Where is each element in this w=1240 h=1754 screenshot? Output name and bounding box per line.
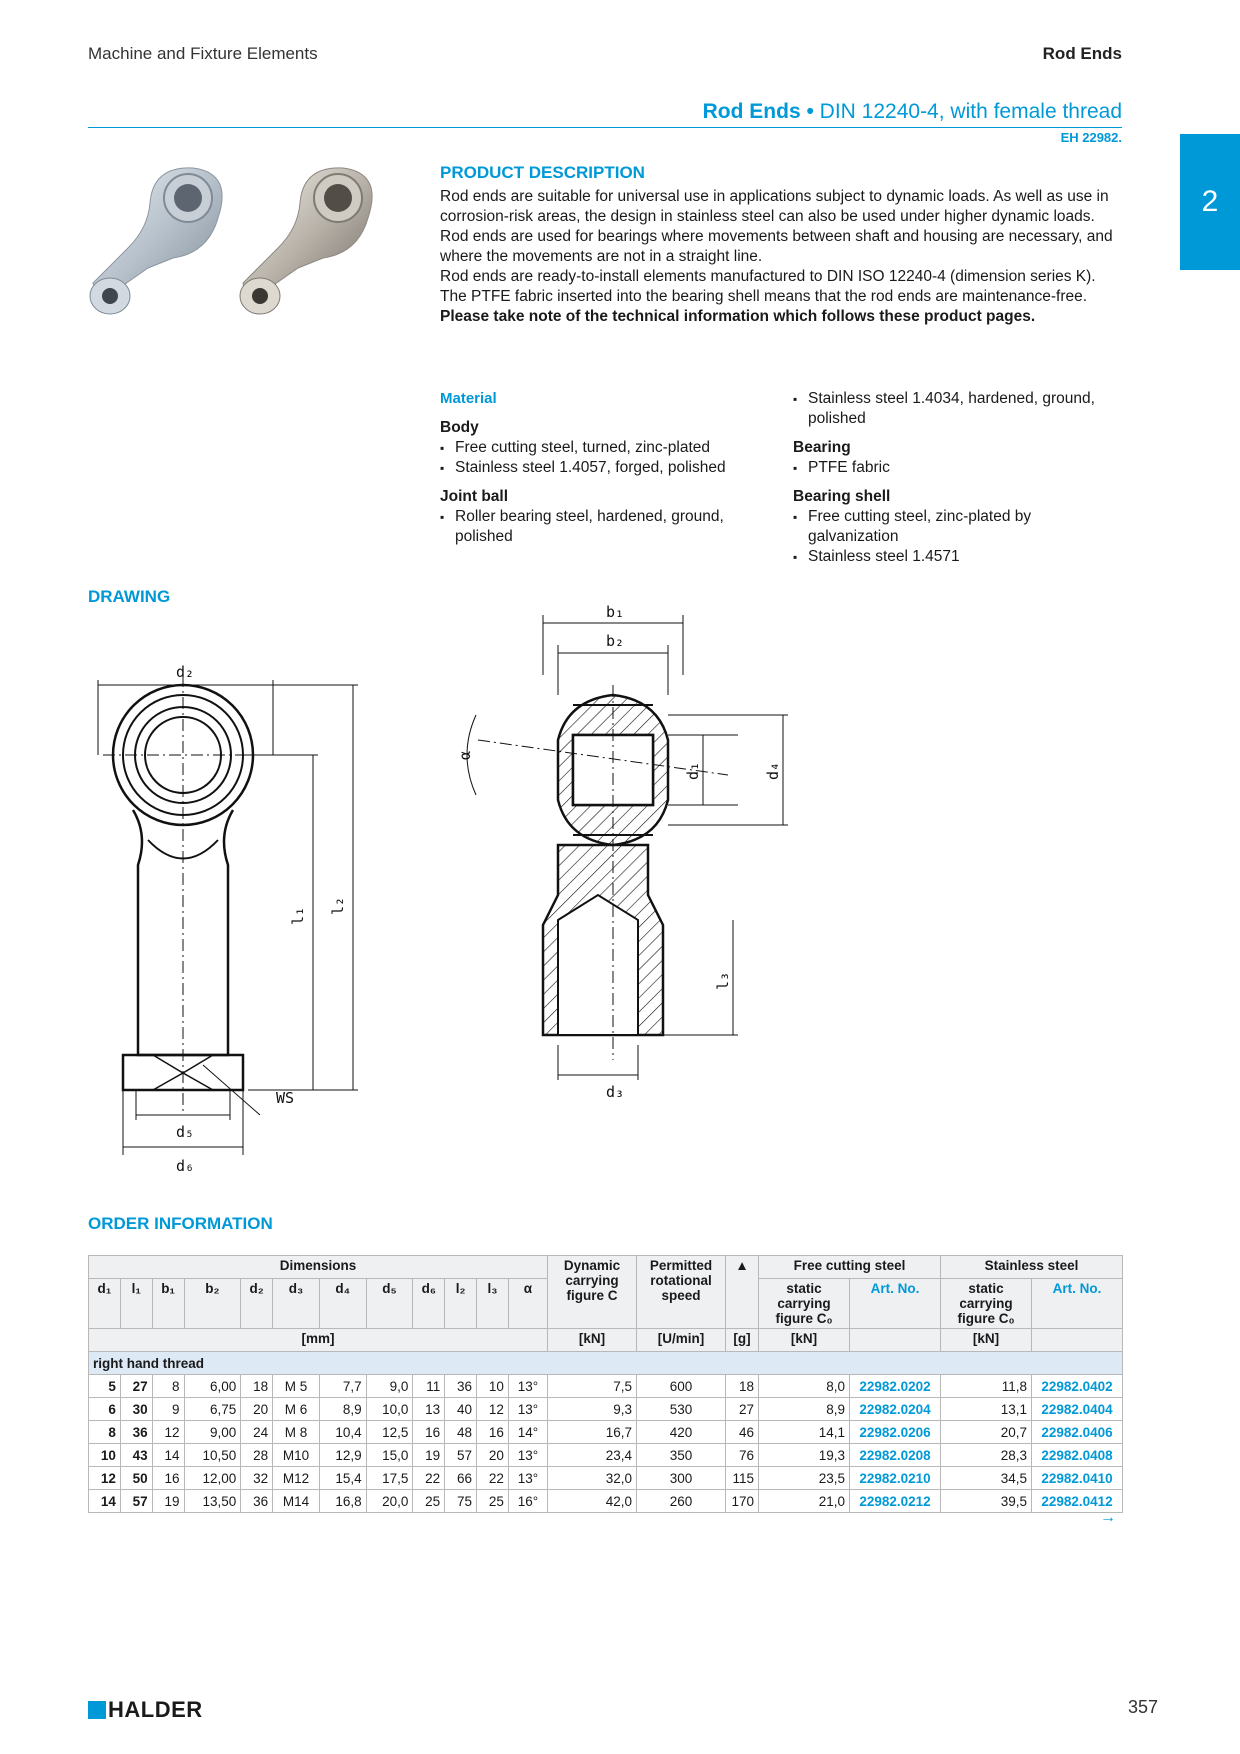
table-cell: 12 xyxy=(89,1467,121,1490)
table-cell: 300 xyxy=(637,1467,726,1490)
table-cell: 39,5 xyxy=(941,1490,1032,1513)
article-number-link[interactable]: 22982.0406 xyxy=(1032,1421,1123,1444)
article-number-link[interactable]: 22982.0410 xyxy=(1032,1467,1123,1490)
label-b2: b₂ xyxy=(606,632,625,650)
table-cell: 13 xyxy=(413,1398,445,1421)
table-cell: 57 xyxy=(120,1490,152,1513)
table-row xyxy=(89,1421,1123,1444)
table-cell: 6 xyxy=(89,1398,121,1421)
col-header: l₃ xyxy=(477,1279,509,1329)
table-cell: 530 xyxy=(637,1398,726,1421)
static-header: static carrying figure C₀ xyxy=(759,1279,850,1329)
table-cell: 34,5 xyxy=(941,1467,1032,1490)
article-number-link[interactable]: 22982.0402 xyxy=(1032,1375,1123,1398)
order-table xyxy=(88,1255,1123,1513)
table-cell: 14 xyxy=(89,1490,121,1513)
table-header-row xyxy=(89,1256,1123,1279)
col-header: l₂ xyxy=(445,1279,477,1329)
subheading-row xyxy=(89,1352,1123,1375)
article-number-link[interactable]: 22982.0210 xyxy=(850,1467,941,1490)
table-cell: 9 xyxy=(152,1398,184,1421)
unit-umin: [U/min] xyxy=(637,1329,726,1352)
table-row xyxy=(89,1444,1123,1467)
body-heading: Body xyxy=(440,419,479,436)
title-separator: • xyxy=(800,100,820,123)
table-cell: 11 xyxy=(413,1375,445,1398)
list-item: ▪ PTFE fabric xyxy=(793,458,1123,478)
drawing-heading: DRAWING xyxy=(88,587,171,606)
bearing-shell-list xyxy=(793,507,1123,567)
halder-logo xyxy=(88,1697,203,1723)
table-row xyxy=(89,1375,1123,1398)
table-cell: 12 xyxy=(477,1398,509,1421)
table-cell: 22 xyxy=(477,1467,509,1490)
list-item: ▪ Stainless steel 1.4034, hardened, ground, polished xyxy=(793,389,1123,429)
article-number-link[interactable]: 22982.0412 xyxy=(1032,1490,1123,1513)
table-cell: 24 xyxy=(241,1421,273,1444)
label-d4: d₄ xyxy=(764,761,782,780)
article-number-link[interactable]: 22982.0206 xyxy=(850,1421,941,1444)
list-item: ▪ Free cutting steel, turned, zinc-plated xyxy=(440,438,770,458)
product-photo xyxy=(88,158,408,338)
table-cell: 10,50 xyxy=(184,1444,241,1467)
material-column-left xyxy=(440,389,770,547)
article-number-link[interactable]: 22982.0212 xyxy=(850,1490,941,1513)
table-cell: 8 xyxy=(152,1375,184,1398)
table-cell: 16 xyxy=(477,1421,509,1444)
table-cell: 40 xyxy=(445,1398,477,1421)
table-cell: 14 xyxy=(152,1444,184,1467)
table-row xyxy=(89,1398,1123,1421)
speed-header: Permitted rotational speed xyxy=(637,1256,726,1329)
table-cell: 12,5 xyxy=(366,1421,413,1444)
table-cell: 115 xyxy=(726,1467,759,1490)
front-view xyxy=(98,675,358,1155)
art-no-header: Art. No. xyxy=(850,1279,941,1329)
article-number-link[interactable]: 22982.0208 xyxy=(850,1444,941,1467)
thread-subheading: right hand thread xyxy=(89,1352,1123,1375)
title-standard: DIN 12240-4, with female thread xyxy=(819,100,1122,123)
unit-kn: [kN] xyxy=(759,1329,850,1352)
header-category-label: Rod Ends xyxy=(1042,44,1122,63)
table-cell: 8,9 xyxy=(759,1398,850,1421)
table-cell: M10 xyxy=(273,1444,320,1467)
table-cell: 16,8 xyxy=(319,1490,366,1513)
col-header: d₆ xyxy=(413,1279,445,1329)
table-cell: 5 xyxy=(89,1375,121,1398)
static-header: static carrying figure C₀ xyxy=(941,1279,1032,1329)
table-cell: 9,0 xyxy=(366,1375,413,1398)
rod-end-stainless-image xyxy=(240,168,372,314)
table-cell: 20 xyxy=(477,1444,509,1467)
table-cell: 27 xyxy=(120,1375,152,1398)
table-cell: 12,9 xyxy=(319,1444,366,1467)
table-cell: 260 xyxy=(637,1490,726,1513)
table-cell: 600 xyxy=(637,1375,726,1398)
joint-ball-list-continued xyxy=(793,389,1123,429)
table-cell: 16 xyxy=(152,1467,184,1490)
label-d5: d₅ xyxy=(176,1123,195,1141)
table-cell: 14,1 xyxy=(759,1421,850,1444)
table-cell: 32 xyxy=(241,1467,273,1490)
product-code: EH 22982. xyxy=(1060,130,1122,145)
description-paragraph: Rod ends are suitable for universal use in applications subject to dynamic loads. As well as use in corrosion-risk areas, the design in stainless steel can also be used under higher dynamic loads. xyxy=(440,188,1109,225)
list-item: ▪ Stainless steel 1.4057, forged, polished xyxy=(440,458,770,478)
joint-ball-heading: Joint ball xyxy=(440,488,509,505)
article-number-link[interactable]: 22982.0408 xyxy=(1032,1444,1123,1467)
dynamic-header: Dynamic carrying figure C xyxy=(548,1256,637,1329)
table-cell: 21,0 xyxy=(759,1490,850,1513)
unit-kn: [kN] xyxy=(941,1329,1032,1352)
label-alpha: α xyxy=(456,750,474,760)
table-cell: 19,3 xyxy=(759,1444,850,1467)
table-cell: 6,75 xyxy=(184,1398,241,1421)
table-cell: 11,8 xyxy=(941,1375,1032,1398)
label-d3: d₃ xyxy=(606,1083,625,1101)
table-cell: 6,00 xyxy=(184,1375,241,1398)
unit-kn: [kN] xyxy=(548,1329,637,1352)
col-header: d₂ xyxy=(241,1279,273,1329)
table-cell: 28 xyxy=(241,1444,273,1467)
table-cell: 10,4 xyxy=(319,1421,366,1444)
product-description-heading: PRODUCT DESCRIPTION xyxy=(440,163,645,182)
table-cell: 27 xyxy=(726,1398,759,1421)
table-cell: 23,5 xyxy=(759,1467,850,1490)
material-heading: Material xyxy=(440,390,497,407)
table-cell: 23,4 xyxy=(548,1444,637,1467)
bearing-shell-heading: Bearing shell xyxy=(793,488,891,505)
table-cell: 22 xyxy=(413,1467,445,1490)
unit-mm: [mm] xyxy=(89,1329,548,1352)
table-cell: 15,4 xyxy=(319,1467,366,1490)
weight-icon: ▲ xyxy=(726,1256,759,1329)
order-information-heading: ORDER INFORMATION xyxy=(88,1214,273,1233)
free-cutting-group-header: Free cutting steel xyxy=(759,1256,941,1279)
article-number-link[interactable]: 22982.0202 xyxy=(850,1375,941,1398)
side-section-view xyxy=(467,615,788,1080)
table-cell: M14 xyxy=(273,1490,320,1513)
col-header: α xyxy=(508,1279,547,1329)
table-cell: M12 xyxy=(273,1467,320,1490)
logo-mark-icon xyxy=(88,1701,106,1719)
table-row xyxy=(89,1467,1123,1490)
table-cell: 170 xyxy=(726,1490,759,1513)
page-title xyxy=(703,100,1122,124)
table-cell: 13° xyxy=(508,1375,547,1398)
table-cell: 25 xyxy=(477,1490,509,1513)
table-cell: M 6 xyxy=(273,1398,320,1421)
table-cell: 15,0 xyxy=(366,1444,413,1467)
technical-drawing xyxy=(88,603,808,1195)
bearing-list xyxy=(793,458,1123,478)
stainless-group-header: Stainless steel xyxy=(941,1256,1123,1279)
table-cell: 10,0 xyxy=(366,1398,413,1421)
label-l2: l₂ xyxy=(329,896,347,915)
body-list xyxy=(440,438,770,478)
table-cell: 36 xyxy=(241,1490,273,1513)
table-cell: 13° xyxy=(508,1398,547,1421)
table-cell: 7,7 xyxy=(319,1375,366,1398)
product-description xyxy=(440,187,1122,327)
table-cell: 16,7 xyxy=(548,1421,637,1444)
table-cell: 8,9 xyxy=(319,1398,366,1421)
table-cell: 20,0 xyxy=(366,1490,413,1513)
description-paragraph: Rod ends are used for bearings where movements between shaft and housing are necessary, and where the movements are not in a straight line. xyxy=(440,228,1113,265)
table-cell: 28,3 xyxy=(941,1444,1032,1467)
article-number-link[interactable]: 22982.0204 xyxy=(850,1398,941,1421)
table-cell: 8 xyxy=(89,1421,121,1444)
label-b1: b₁ xyxy=(606,603,625,621)
table-cell: 18 xyxy=(726,1375,759,1398)
table-row xyxy=(89,1490,1123,1513)
table-cell: 36 xyxy=(120,1421,152,1444)
table-cell: 19 xyxy=(152,1490,184,1513)
table-cell: 13,1 xyxy=(941,1398,1032,1421)
table-cell: 13,50 xyxy=(184,1490,241,1513)
table-cell: 9,00 xyxy=(184,1421,241,1444)
continue-arrow-icon[interactable]: → xyxy=(1100,1509,1116,1526)
table-cell: 10 xyxy=(477,1375,509,1398)
table-cell: 16 xyxy=(413,1421,445,1444)
table-cell: 66 xyxy=(445,1467,477,1490)
table-cell: 9,3 xyxy=(548,1398,637,1421)
label-d2: d₂ xyxy=(176,663,195,681)
table-cell: 20,7 xyxy=(941,1421,1032,1444)
label-d1: d₁ xyxy=(684,761,702,780)
chapter-tab[interactable]: 2 xyxy=(1180,134,1240,270)
table-cell: 25 xyxy=(413,1490,445,1513)
order-rows xyxy=(89,1375,1123,1513)
table-cell: 8,0 xyxy=(759,1375,850,1398)
table-cell: M 5 xyxy=(273,1375,320,1398)
table-cell: 12 xyxy=(152,1421,184,1444)
label-ws: WS xyxy=(276,1089,295,1107)
table-units-row xyxy=(89,1329,1123,1352)
table-cell: 46 xyxy=(726,1421,759,1444)
list-item: ▪ Roller bearing steel, hardened, ground, polished xyxy=(440,507,770,547)
title-rule xyxy=(88,127,1122,128)
header-section-label: Machine and Fixture Elements xyxy=(88,44,318,63)
label-l1: l₁ xyxy=(289,906,307,925)
col-header: l₁ xyxy=(120,1279,152,1329)
table-cell: 42,0 xyxy=(548,1490,637,1513)
table-cell: 16° xyxy=(508,1490,547,1513)
label-l3: l₃ xyxy=(714,971,732,990)
technical-note: Please take note of the technical information which follows these product pages. xyxy=(440,308,1036,325)
table-cell: 36 xyxy=(445,1375,477,1398)
table-cell: 10 xyxy=(89,1444,121,1467)
joint-ball-list xyxy=(440,507,770,547)
table-cell: 17,5 xyxy=(366,1467,413,1490)
col-header: d₄ xyxy=(319,1279,366,1329)
title-main: Rod Ends xyxy=(702,100,801,123)
table-cell: 14° xyxy=(508,1421,547,1444)
col-header: d₃ xyxy=(273,1279,320,1329)
rod-end-zinc-image xyxy=(90,168,222,314)
col-header: b₁ xyxy=(152,1279,184,1329)
description-paragraph: Rod ends are ready-to-install elements manufactured to DIN ISO 12240-4 (dimension series K). The PTFE fabric inserted into the bearing shell means that the rod ends are maintenance-free. xyxy=(440,268,1096,305)
table-cell: 12,00 xyxy=(184,1467,241,1490)
table-cell: 48 xyxy=(445,1421,477,1444)
article-number-link[interactable]: 22982.0404 xyxy=(1032,1398,1123,1421)
table-cell: 76 xyxy=(726,1444,759,1467)
table-cell: 30 xyxy=(120,1398,152,1421)
bearing-heading: Bearing xyxy=(793,439,851,456)
label-d6: d₆ xyxy=(176,1157,195,1175)
table-cell: 18 xyxy=(241,1375,273,1398)
table-cell: 57 xyxy=(445,1444,477,1467)
table-cell: 19 xyxy=(413,1444,445,1467)
list-item: ▪ Free cutting steel, zinc-plated by galvanization xyxy=(793,507,1123,547)
table-cell: 350 xyxy=(637,1444,726,1467)
unit-g: [g] xyxy=(726,1329,759,1352)
material-column-right xyxy=(793,389,1123,567)
list-item: ▪ Stainless steel 1.4571 xyxy=(793,547,1123,567)
col-header: b₂ xyxy=(184,1279,241,1329)
table-cell: 43 xyxy=(120,1444,152,1467)
table-cell: 75 xyxy=(445,1490,477,1513)
table-cell: 32,0 xyxy=(548,1467,637,1490)
col-header: d₅ xyxy=(366,1279,413,1329)
page-number: 357 xyxy=(1128,1697,1159,1717)
table-cell: 20 xyxy=(241,1398,273,1421)
table-cell: 420 xyxy=(637,1421,726,1444)
dimensions-group-header: Dimensions xyxy=(89,1256,548,1279)
table-cell: 13° xyxy=(508,1444,547,1467)
art-no-header: Art. No. xyxy=(1032,1279,1123,1329)
table-cell: M 8 xyxy=(273,1421,320,1444)
logo-text: HALDER xyxy=(108,1697,203,1722)
table-cell: 7,5 xyxy=(548,1375,637,1398)
drawing-labels xyxy=(176,603,782,1175)
col-header: d₁ xyxy=(89,1279,121,1329)
table-cell: 13° xyxy=(508,1467,547,1490)
table-cell: 50 xyxy=(120,1467,152,1490)
